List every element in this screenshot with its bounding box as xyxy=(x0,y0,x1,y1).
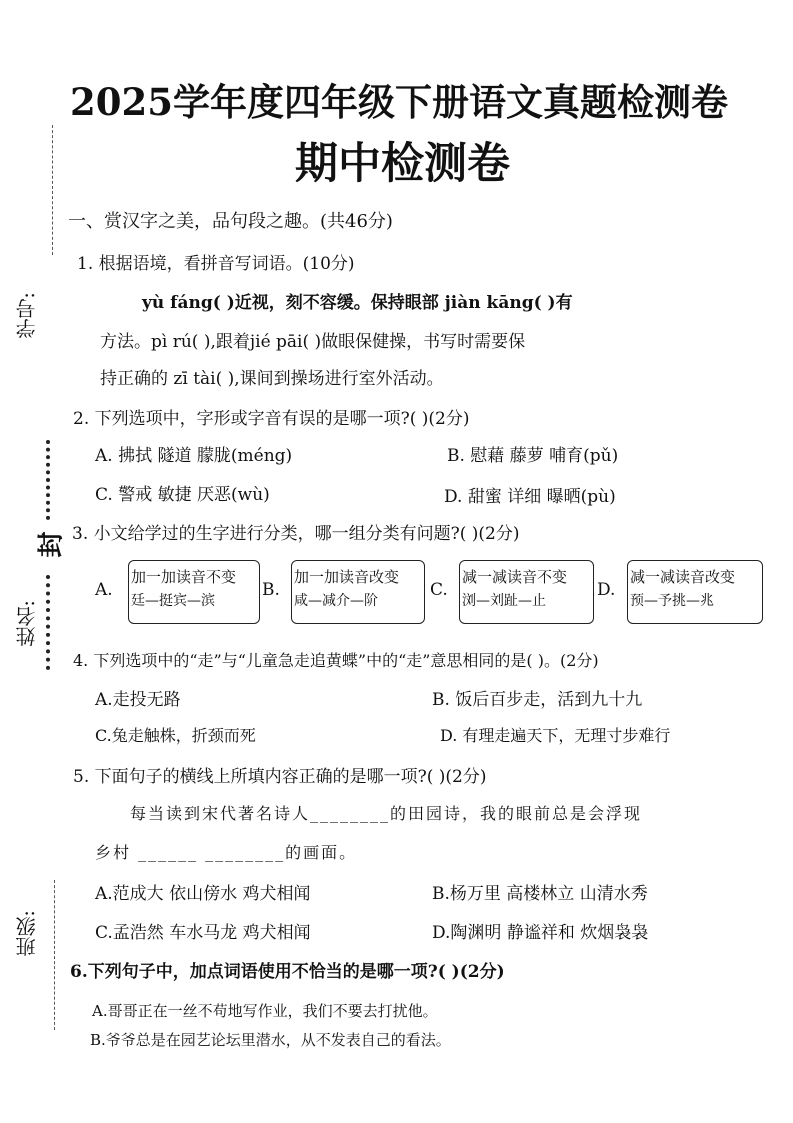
q3-option-c-label: C. xyxy=(430,580,448,600)
q5-option-a: A.范成大 依山傍水 鸡犬相闻 xyxy=(95,884,311,904)
q3-option-a-label: A. xyxy=(95,580,113,600)
q4-option-a: A.走投无路 xyxy=(95,690,181,710)
q3-option-b-label: B. xyxy=(262,580,280,600)
q3-option-d-rule: 减一减读音改变 xyxy=(630,568,736,586)
binding-dotted-line-upper xyxy=(46,440,50,520)
q3-option-a-rule: 加一加读音不变 xyxy=(131,568,237,586)
q4-option-c: C.兔走触株，折颈而死 xyxy=(95,726,256,745)
q4-stem: 4. 下列选项中的“走”与“儿童急走追黄蝶”中的“走”意思相同的是( )。(2分) xyxy=(73,651,599,670)
q5-stem: 5. 下面句子的横线上所填内容正确的是哪一项?( )(2分) xyxy=(73,767,487,787)
q3-stem: 3. 小文给学过的生字进行分类，哪一组分类有问题?( )(2分) xyxy=(72,524,520,544)
binding-dash-line-bottom xyxy=(54,880,55,1030)
q1-line3: 持正确的 zī tài( ),课间到操场进行室外活动。 xyxy=(100,369,444,389)
q2-option-a: A. 拂拭 隧道 朦胧(méng) xyxy=(95,446,293,466)
q2-option-b: B. 慰藉 藤萝 哺育(pǔ) xyxy=(447,446,619,466)
q5-option-b: B.杨万里 高楼林立 山清水秀 xyxy=(432,884,648,904)
q2-option-c: C. 警戒 敏捷 厌恶(wù) xyxy=(95,485,270,505)
page-title: 2025学年度四年级下册语文真题检测卷 xyxy=(70,80,728,124)
q3-option-b-card xyxy=(291,560,425,624)
q2-option-d: D. 甜蜜 详细 曝晒(pù) xyxy=(444,487,616,507)
binding-dash-line-top xyxy=(52,125,53,255)
q3-option-c-chars: 浏—刘趾—止 xyxy=(462,593,546,609)
q3-option-a-chars: 廷—挺宾—滨 xyxy=(131,593,215,609)
q6-stem: 6.下列句子中，加点词语使用不恰当的是哪一项?( )(2分) xyxy=(70,962,505,982)
q3-option-d-card xyxy=(627,560,763,624)
q5-sentence-line2: 乡村 ______ ________的画面。 xyxy=(95,843,358,862)
q3-option-d-label: D. xyxy=(597,580,616,600)
name-label: 姓名: xyxy=(15,600,39,647)
q1-stem: 1. 根据语境，看拼音写词语。(10分) xyxy=(77,254,355,274)
binding-dotted-line-lower xyxy=(46,575,50,670)
student-id-label: 学号: xyxy=(15,292,39,339)
q5-option-d: D.陶渊明 静谧祥和 炊烟袅袅 xyxy=(432,923,649,943)
q3-option-c-card xyxy=(459,560,594,624)
q5-sentence-line1: 每当读到宋代著名诗人________的田园诗，我的眼前总是会浮现 xyxy=(130,804,643,823)
q4-option-b: B. 饭后百步走，活到九十九 xyxy=(432,690,643,710)
class-label: 班级: xyxy=(15,910,39,957)
q1-line2: 方法。pì rú( ),跟着jié pāi( )做眼保健操，书写时需要保 xyxy=(100,332,526,352)
q3-option-a-card xyxy=(128,560,260,624)
section-heading: 一、赏汉字之美，品句段之趣。(共46分) xyxy=(68,211,393,232)
q3-option-d-chars: 预—予挑—兆 xyxy=(630,593,714,609)
q5-option-c: C.孟浩然 车水马龙 鸡犬相闻 xyxy=(95,923,311,943)
q2-stem: 2. 下列选项中，字形或字音有误的是哪一项?( )(2分) xyxy=(73,409,470,429)
q3-option-b-chars: 咸—减介—阶 xyxy=(294,593,378,609)
q1-line1: yù fáng( )近视，刻不容缓。保持眼部 jiàn kāng( )有 xyxy=(142,293,573,313)
q6-option-a: A.哥哥正在一丝不苟地写作业，我们不要去打扰他。 xyxy=(92,1002,438,1020)
seal-char: 封 xyxy=(36,531,67,558)
q3-option-b-rule: 加一加读音改变 xyxy=(294,568,400,586)
q4-option-d: D. 有理走遍天下，无理寸步难行 xyxy=(440,726,671,745)
page-subtitle: 期中检测卷 xyxy=(295,139,510,189)
q3-option-c-rule: 减一减读音不变 xyxy=(462,568,568,586)
q6-option-b: B.爷爷总是在园艺论坛里潜水，从不发表自己的看法。 xyxy=(90,1031,451,1049)
